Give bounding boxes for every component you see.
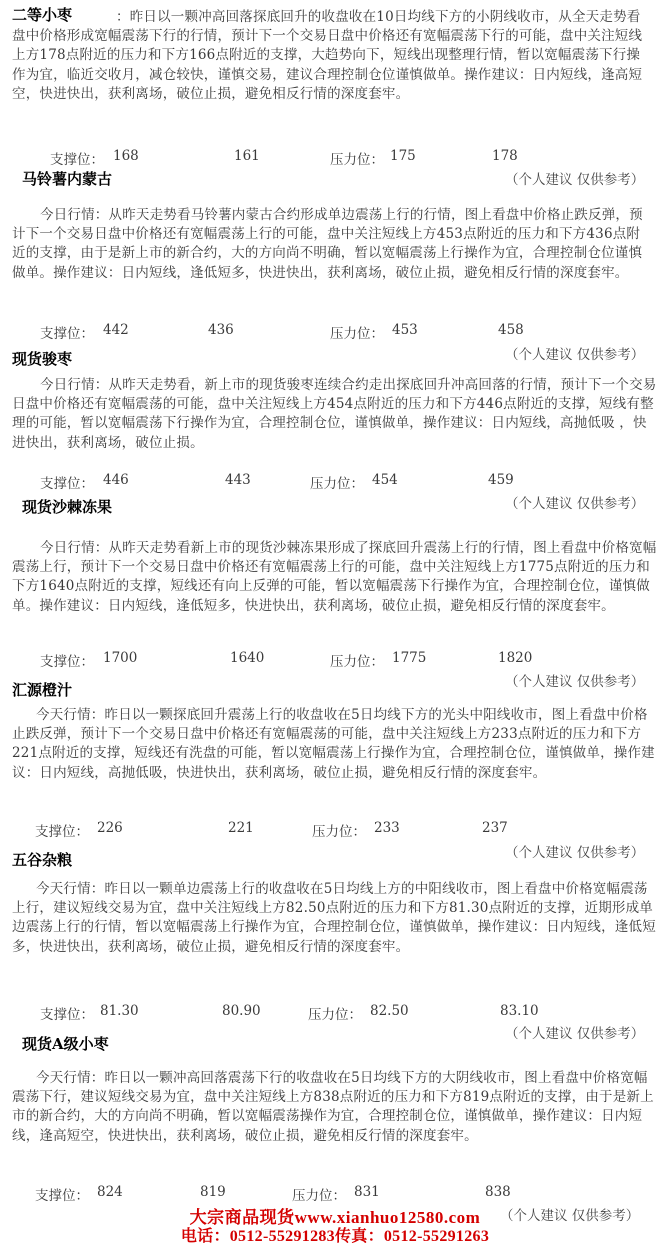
disclaimer: （个人建议 仅供参考）	[505, 845, 645, 861]
support-label: 支撑位：	[40, 326, 94, 342]
resistance-label: 压力位：	[308, 1007, 362, 1023]
support-label: 支撑位：	[50, 152, 104, 168]
section-text: 今日行情：从昨天走势看，新上市的现货骏枣连续合约走出探底回升冲高回落的行情，预计下一个交易日盘中价格还有宽幅震荡的可能，盘中关注短线上方454点附近的压力和下方446点附近的支撑，短线有整理的可能，暂以宽幅震荡下行操作为宜，合理控制仓位，谨慎做单，操作建议：日内短线，高抛低吸 ，快进快出，获利离场，破位止损。	[12, 377, 657, 451]
support-value-2: 80.90	[222, 1003, 261, 1019]
resistance-value-1: 454	[372, 472, 398, 488]
section-text: 今天行情：昨日以一颗探底回升震荡上行的收盘收在5日均线下方的光头中阳线收市，图上看盘中价格止跌反弹，预计下一个交易日盘中价格还有宽幅震荡的可能，盘中关注短线上方233点附近的压力和下方221点附近的支撑，短线还有洗盘的可能，暂以宽幅震荡上行操作为宜，合理控制仓位，谨慎做单，操作建议：日内短线，高抛低吸，快进快出，获利离场，破位止损，避免相反行情的深度套牢。	[12, 707, 655, 781]
resistance-value-1: 831	[354, 1184, 380, 1200]
section-text: 今天行情：昨日以一颗冲高回落震荡下行的收盘收在5日均线下方的大阴线收市，图上看盘中价格宽幅震荡下行，建议短线交易为宜，盘中关注短线上方838点附近的压力和下方819点附近的支撑，由于是新上市的新合约，大的方向尚不明确，暂以宽幅震荡操作为宜，合理控制仓位，谨慎做单，操作建议：日内短线，逢高短空，快进快出，获利离场，破位止损，避免相反行情的深度套牢。	[12, 1070, 654, 1144]
section-title: 五谷杂粮	[12, 851, 73, 869]
resistance-label: 压力位：	[330, 152, 384, 168]
section-title: 二等小枣	[12, 6, 73, 24]
support-label: 支撑位：	[35, 1188, 89, 1204]
section-text: 今日行情：从昨天走势看马铃薯内蒙古合约形成单边震荡上行的行情，图上看盘中价格止跌反弹，预计下一个交易日盘中价格还有宽幅震荡上行的可能，盘中关注短线上方453点附近的压力和下方436点附近的支撑，由于是新上市的新合约，大的方向尚不明确，暂以宽幅震荡上行操作为宜，合理控制仓位谨慎做单。操作建议：日内短线，逢低短多，快进快出，获利离场，破位止损，避免相反行情的深度套牢。	[12, 207, 643, 281]
support-label: 支撑位：	[40, 476, 94, 492]
resistance-value-2: 178	[492, 148, 518, 164]
resistance-label: 压力位：	[310, 476, 364, 492]
disclaimer: （个人建议 仅供参考）	[505, 496, 645, 512]
support-value-2: 443	[225, 472, 251, 488]
section-text: 今天行情：昨日以一颗单边震荡上行的收盘收在5日均线上方的中阳线收市，图上看盘中价格宽幅震荡上行，建议短线交易为宜，盘中关注短线上方82.50点附近的压力和下方81.30点附近的支撑，近期形成单边震荡上行的行情，暂以宽幅震荡上行操作为宜，合理控制仓位，谨慎做单，操作建议：日内短线，逢低短多，快进快出，获利离场，破位止损，避免相反行情的深度套牢。	[12, 881, 656, 955]
resistance-value-2: 459	[488, 472, 514, 488]
section-text: ：昨日以一颗冲高回落探底回升的收盘收在10日均线下方的小阴线收市，从全天走势看盘中价格形成宽幅震荡下行的行情，预计下一个交易日盘中价格还有宽幅震荡下行的可能，盘中关注短线上方178点附近的压力和下方166点附近的支撑，大趋势向下，短线出现整理行情，暂以宽幅震荡下行操作为宜，临近交收月，减仓较快，谨慎交易，建议合理控制仓位谨慎做单。操作建议：日内短线，逢高短空，快进快出，获利离场，破位止损，避免相反行情的深度套牢。	[12, 9, 643, 102]
footer-contact: 电话：0512-55291283传真：0512-55291263	[180, 1228, 490, 1245]
resistance-value-2: 838	[485, 1184, 511, 1200]
resistance-value-1: 1775	[392, 650, 427, 666]
support-label: 支撑位：	[40, 654, 94, 670]
support-value-2: 819	[200, 1184, 226, 1200]
disclaimer: （个人建议 仅供参考）	[505, 1026, 645, 1042]
resistance-value-2: 83.10	[500, 1003, 539, 1019]
support-value-1: 168	[113, 148, 139, 164]
resistance-value-2: 458	[498, 322, 524, 338]
support-value-1: 442	[103, 322, 129, 338]
support-value-2: 221	[228, 820, 254, 836]
resistance-value-1: 453	[392, 322, 418, 338]
section-title: 马铃薯内蒙古	[22, 170, 113, 188]
support-value-1: 824	[97, 1184, 123, 1200]
resistance-label: 压力位：	[312, 824, 366, 840]
disclaimer: （个人建议 仅供参考）	[505, 347, 645, 363]
resistance-value-1: 82.50	[370, 1003, 409, 1019]
support-value-2: 436	[208, 322, 234, 338]
resistance-value-2: 237	[482, 820, 508, 836]
section-title: 汇源橙汁	[12, 681, 73, 699]
section-title: 现货骏枣	[12, 350, 73, 368]
resistance-value-1: 233	[374, 820, 400, 836]
support-label: 支撑位：	[40, 1007, 94, 1023]
footer-website: 大宗商品现货www.xianhuo12580.com	[189, 1208, 481, 1227]
support-value-2: 161	[234, 148, 260, 164]
disclaimer: （个人建议 仅供参考）	[505, 674, 645, 690]
support-value-1: 81.30	[100, 1003, 139, 1019]
support-value-1: 446	[103, 472, 129, 488]
section-title: 现货A级小枣	[22, 1035, 109, 1053]
resistance-label: 压力位：	[292, 1188, 346, 1204]
support-value-2: 1640	[230, 650, 265, 666]
resistance-value-1: 175	[390, 148, 416, 164]
support-value-1: 226	[97, 820, 123, 836]
resistance-label: 压力位：	[330, 654, 384, 670]
support-label: 支撑位：	[35, 824, 89, 840]
resistance-value-2: 1820	[498, 650, 533, 666]
section-title: 现货沙棘冻果	[22, 498, 113, 516]
section-text: 今日行情：从昨天走势看新上市的现货沙棘冻果形成了探底回升震荡上行的行情，图上看盘中价格宽幅震荡上行，预计下一个交易日盘中价格还有宽幅震荡上行的可能，盘中关注短线上方1775点附近的压力和下方1640点附近的支撑，短线还有向上反弹的可能，暂以宽幅震荡下行操作为宜，合理控制仓位，谨慎做单。操作建议：日内短线，逢低短多，快进快出，获利离场，破位止损，避免相反行情的深度套牢。	[12, 540, 657, 614]
support-value-1: 1700	[103, 650, 138, 666]
disclaimer: （个人建议 仅供参考）	[505, 172, 645, 188]
disclaimer: （个人建议 仅供参考）	[500, 1208, 640, 1224]
resistance-label: 压力位：	[330, 326, 384, 342]
